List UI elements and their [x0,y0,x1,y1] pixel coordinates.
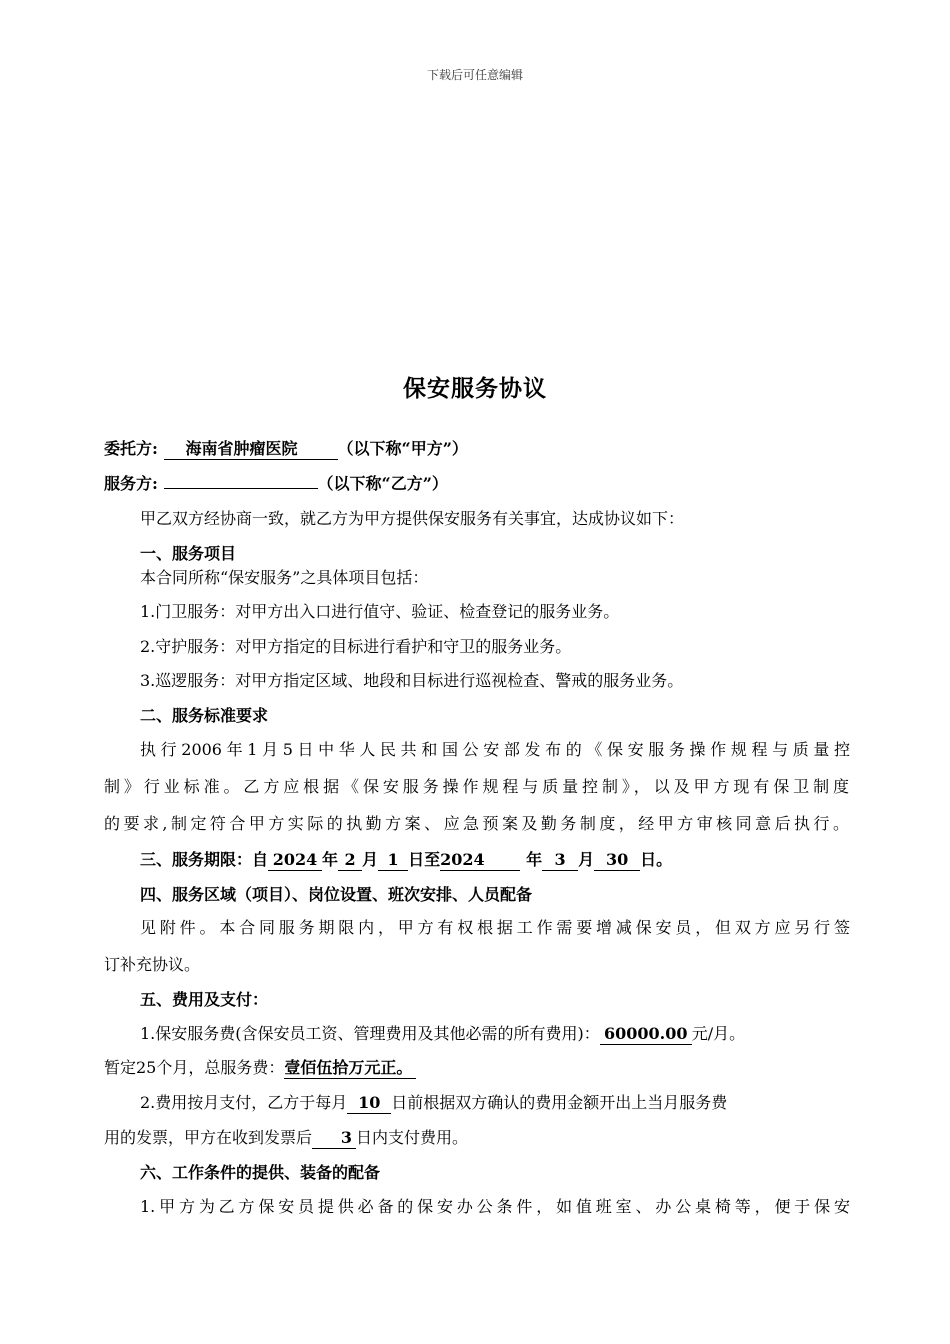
end-month: 3 [542,850,578,871]
payment-line [140,1092,850,1114]
end-year: 2024 [440,850,520,871]
fee-line [140,1023,850,1045]
fee-amount: 60000.00 [600,1024,692,1045]
section-6-heading: 六、工作条件的提供、装备的配备 [140,1163,381,1182]
section-3-heading: 三、服务期限： [140,850,253,869]
section-4-heading: 四、服务区域（项目）、岗位设置、班次安排、人员配备 [140,885,533,904]
client-label: 委托方: [104,439,158,458]
document-title: 保安服务协议 [403,375,547,402]
section-1-item: 1.门卫服务：对甲方出入口进行值守、验证、检查登记的服务业务。 [140,602,620,621]
section-4-text: 订补充协议。 [104,955,201,974]
section-2-text: 制》行业标准。乙方应根据《保安服务操作规程与质量控制》，以及甲方现有保卫制度 [104,777,849,796]
section-6-text: 1.甲方为乙方保安员提供必备的保安办公条件，如值班室、办公桌椅等，便于保安 [140,1197,850,1216]
pay-day: 10 [347,1093,391,1114]
client-line [104,438,849,460]
client-name: 海南省肿瘤医院 [164,439,338,460]
pay-prefix: 2.费用按月支付，乙方于每月 [140,1093,348,1112]
section-2-text: 执行2006年1月5日中华人民共和国公安部发布的《保安服务操作规程与质量控 [140,740,850,759]
provider-name-blank [164,488,318,489]
payment-line-2 [104,1127,849,1149]
year-word: 年 [526,850,543,869]
section-5-heading: 五、费用及支付： [140,990,269,1009]
start-month: 2 [338,850,362,871]
section-1-heading: 一、服务项目 [140,544,237,563]
pay-line2-prefix: 用的发票，甲方在收到发票后 [104,1128,313,1147]
pay-line2-suffix: 日内支付费用。 [356,1128,469,1147]
intro-text: 甲乙双方经协商一致，就乙方为甲方提供保安服务有关事宜，达成协议如下： [140,509,685,528]
section-2-heading: 二、服务标准要求 [140,706,269,725]
section-2-text: 的要求,制定符合甲方实际的执勤方案、应急预案及勤务制度，经甲方审核同意后执行。 [104,814,849,833]
section-3-line [140,849,850,871]
month-word: 月 [362,850,379,869]
end-day: 30 [594,850,640,871]
section-1-lead: 本合同所称“保安服务”之具体项目包括： [140,568,429,587]
client-suffix: （以下称“甲方”） [337,439,468,458]
total-prefix: 暂定25个月，总服务费： [104,1058,285,1077]
section-1-item: 3.巡逻服务：对甲方指定区域、地段和目标进行巡视检查、警戒的服务业务。 [140,671,684,690]
total-amount: 壹佰伍拾万元正。 [284,1058,416,1079]
to-word: 日至 [408,850,441,869]
provider-label: 服务方: [104,474,158,493]
start-day: 1 [378,850,408,871]
day-end: 日。 [640,850,673,869]
section-1-item: 2.守护服务：对甲方指定的目标进行看护和守卫的服务业务。 [140,637,572,656]
page-header: 下载后可任意编辑 [426,68,523,82]
provider-suffix: （以下称“乙方”） [317,474,448,493]
fee-prefix: 1.保安服务费(含保安员工资、管理费用及其他必需的所有费用)： [140,1024,600,1043]
section-4-text: 见附件。本合同服务期限内，甲方有权根据工作需要增减保安员，但双方应另行签 [140,918,850,937]
month-word: 月 [578,850,595,869]
year-word: 年 [322,850,339,869]
from-word: 自 [252,850,269,869]
start-year: 2024 [268,850,322,871]
fee-unit: 元/月。 [691,1024,746,1043]
pay-mid: 日前根据双方确认的费用金额开出上当月服务费 [391,1093,728,1112]
pay-days: 3 [312,1128,356,1149]
provider-line [104,473,849,495]
total-line [104,1057,849,1079]
